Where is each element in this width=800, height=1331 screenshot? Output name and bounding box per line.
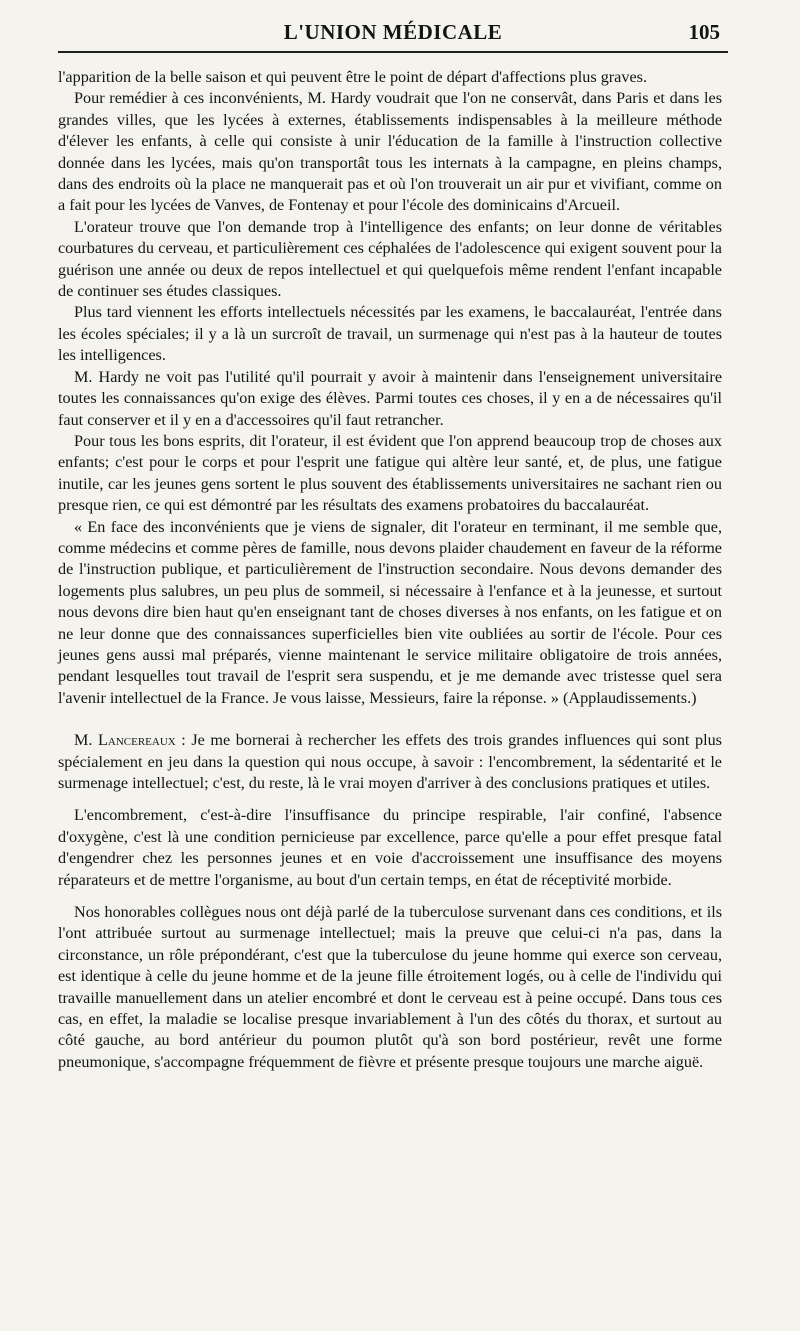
speaker-name: M. Lancereaux [74, 731, 176, 750]
paragraph-lancereaux [58, 730, 722, 794]
paragraph-quotation: « En face des inconvénients que je viens de signaler, dit l'orateur en terminant, il me semble que, comme médecins et comme pères de famille, nous devons plaider chaudement en faveur de la réforme de l'instruction publique, et particulièrement de l'instruction secondaire. Nous devons demander des logements plus salubres, un peu plus de sommeil, si nécessaire à l'enfance et à la jeunesse, et surtout nous devons dire bien haut qu'en enseignant tant de choses diverses à nos enfants, on les fatigue et on ne leur donne que des connaissances superficielles bien vite oubliées au sortir de l'école. Pour ces jeunes gens aussi mal préparés, vienne maintenant le service militaire obligatoire de trois années, pendant lesquelles tout travail de l'esprit sera suspendu, et je me demande avec tristesse quel sera l'avenir intellectuel de la France. Je vous laisse, Messieurs, faire la réponse. » (Applaudissements.) [58, 517, 722, 707]
running-title: L'UNION MÉDICALE [283, 20, 503, 44]
header-rule [58, 51, 728, 53]
paragraph: Plus tard viennent les efforts intellectuels nécessités par les examens, le baccalauréat, l'entrée dans les écoles spéciales; il y a là un surcroît de travail, un surmenage qui n'est pas à la hauteur de toutes les intelligences. [58, 303, 722, 365]
page-number: 105 [688, 20, 720, 44]
paragraph: Pour remédier à ces inconvénients, M. Hardy voudrait que l'on ne conservât, dans Paris et dans les grandes villes, que les lycées à externes, établissements indispensables à la meilleure méthode d'élever les enfants, à celle qui consiste à unir l'éducation de la famille à l'instruction collective donnée dans les lycées, mais qu'on transportât tous les internats à la campagne, en pleins champs, dans des endroits où la place ne manquerait pas et où l'on trouverait un air pur et vivifiant, comme on a fait pour les lycées de Vanves, de Fontenay et pour l'école des dominicains d'Arcueil. [58, 89, 722, 215]
body-text [58, 67, 722, 1073]
paragraph: Nos honorables collègues nous ont déjà parlé de la tuberculose survenant dans ces conditions, et ils l'ont attribuée surtout au surmenage intellectuel; mais la preuve que celui-ci n'a pas, dans la circonstance, un rôle prépondérant, c'est que la tuberculose du jeune homme qui exerce son cerveau, est identique à celle du jeune homme et de la jeune fille étroitement logés, ou à celle de l'individu qui travaille manuellement dans un atelier encombré et dont le cerveau est à peine occupé. Dans tous ces cas, en effet, la maladie se localise presque invariablement à l'un des côtés du thorax, et surtout au côté gauche, au bord antérieur du poumon plutôt qu'à son bord postérieur, revêt une forme pneumonique, s'accompagne fréquemment de fièvre et présente presque toujours une marche aiguë. [58, 903, 722, 1071]
paragraph-continuation: l'apparition de la belle saison et qui peuvent être le point de départ d'affections plus graves. [58, 68, 647, 86]
paragraph: L'orateur trouve que l'on demande trop à l'intelligence des enfants; on leur donne de véritables courbatures du cerveau, et particulièrement ces céphalées de l'adolescence qui exigent souvent pour la guérison une année ou deux de repos intellectuel et qui quelquefois même rendent l'enfant incapable de continuer ses études classiques. [58, 217, 722, 301]
paragraph: Pour tous les bons esprits, dit l'orateur, il est évident que l'on apprend beaucoup trop de choses aux enfants; c'est pour le corps et pour l'esprit une fatigue qui altère leur santé, et, de plus, une fatigue inutile, car les jeunes gens sortent le plus souvent des établissements universitaires ne sachant rien ou presque rien, ce qui est démontré par les résultats des examens probatoires du baccalauréat. [58, 431, 722, 515]
page-header [58, 14, 728, 50]
paragraph: M. Hardy ne voit pas l'utilité qu'il pourrait y avoir à maintenir dans l'enseignement universitaire toutes les connaissances qu'on exige des élèves. Parmi toutes ces choses, il y en a de nécessaires qu'il faut conserver et il y en a d'accessoires qu'il faut retrancher. [58, 367, 722, 429]
speaker-text: : Je me bornerai à rechercher les effets des trois grandes influences qui sont plus spécialement en jeu dans la question qui nous occupe, à savoir : l'encombrement, la sédentarité et le surmenage intellectuel; c'est, du reste, là le vrai moyen d'arriver à des conclusions pratiques et utiles. [58, 731, 722, 792]
paragraph: L'encombrement, c'est-à-dire l'insuffisance du principe respirable, l'air confiné, l'absence d'oxygène, c'est là une condition pernicieuse par excellence, parce qu'elle a pour effet presque fatal d'engendrer chez les personnes jeunes et en voie d'accroissement une insuffisance des moyens réparateurs et de mettre l'organisme, au bout d'un certain temps, en état de réceptivité morbide. [58, 806, 722, 889]
